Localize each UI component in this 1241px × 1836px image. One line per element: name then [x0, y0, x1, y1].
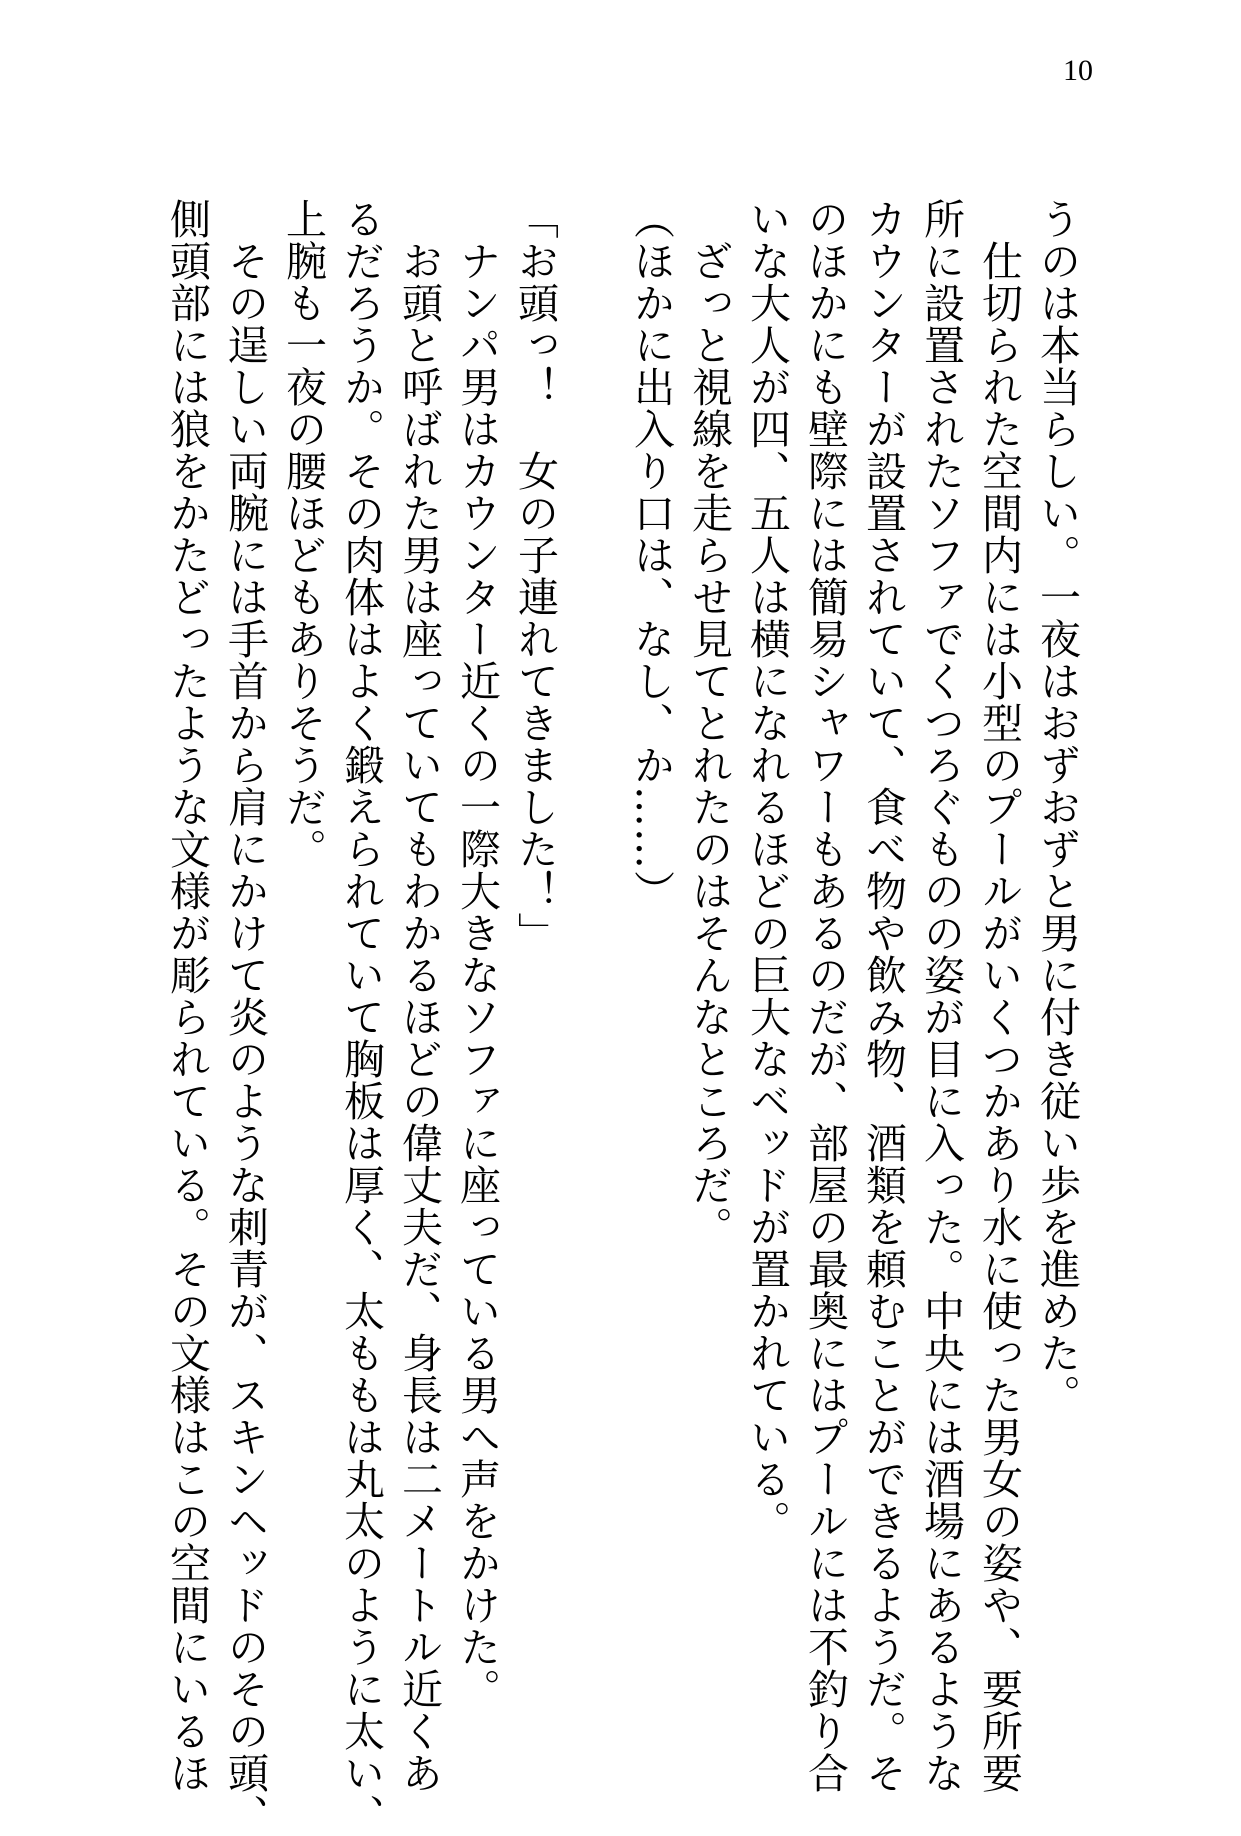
text-line: 側頭部には狼をかたどったような文様が彫られている。その文様はこの空間にいるほ — [163, 198, 211, 1794]
text-line: ざっと視線を走らせ見てとれたのはそんなところだ。 — [685, 198, 733, 1248]
text-line: その逞しい両腕には手首から肩にかけて炎のような刺青が、スキンヘッドのその頭、 — [221, 198, 269, 1836]
text-line: 「お頭っ！ 女の子連れてきました！」 — [511, 198, 559, 954]
blank-line — [564, 198, 622, 1718]
text-line: カウンターが設置されていて、食べ物や飲み物、酒類を頼むことができるようだ。そ — [859, 198, 907, 1794]
text-line: るだろうか。その肉体はよく鍛えられていて胸板は厚く、太ももは丸太のように太い、 — [337, 198, 385, 1836]
text-line: うのは本当らしい。一夜はおずおずと男に付き従い歩を進めた。 — [1033, 198, 1081, 1416]
text-line: 上腕も一夜の腰ほどもありそうだ。 — [279, 198, 327, 870]
text-line: いな大人が四、五人は横になれるほどの巨大なベッドが置かれている。 — [743, 198, 791, 1542]
text-line: ナンパ男はカウンター近くの一際大きなソファに座っている男へ声をかけた。 — [453, 198, 501, 1710]
novel-text — [158, 198, 1086, 1836]
page-number: 10 — [1063, 54, 1093, 87]
text-line: 仕切られた空間内には小型のプールがいくつかあり水に使った男女の姿や、要所要 — [975, 198, 1023, 1794]
text-line: （ほかに出入り口は、なし、か……） — [627, 198, 675, 912]
text-line: お頭と呼ばれた男は座っていてもわかるほどの偉丈夫だ、身長は二メートル近くあ — [395, 198, 443, 1794]
text-line: 所に設置されたソファでくつろぐものの姿が目に入った。中央には酒場にあるような — [917, 198, 965, 1794]
text-line: のほかにも壁際には簡易シャワーもあるのだが、部屋の最奥にはプールには不釣り合 — [801, 198, 849, 1794]
